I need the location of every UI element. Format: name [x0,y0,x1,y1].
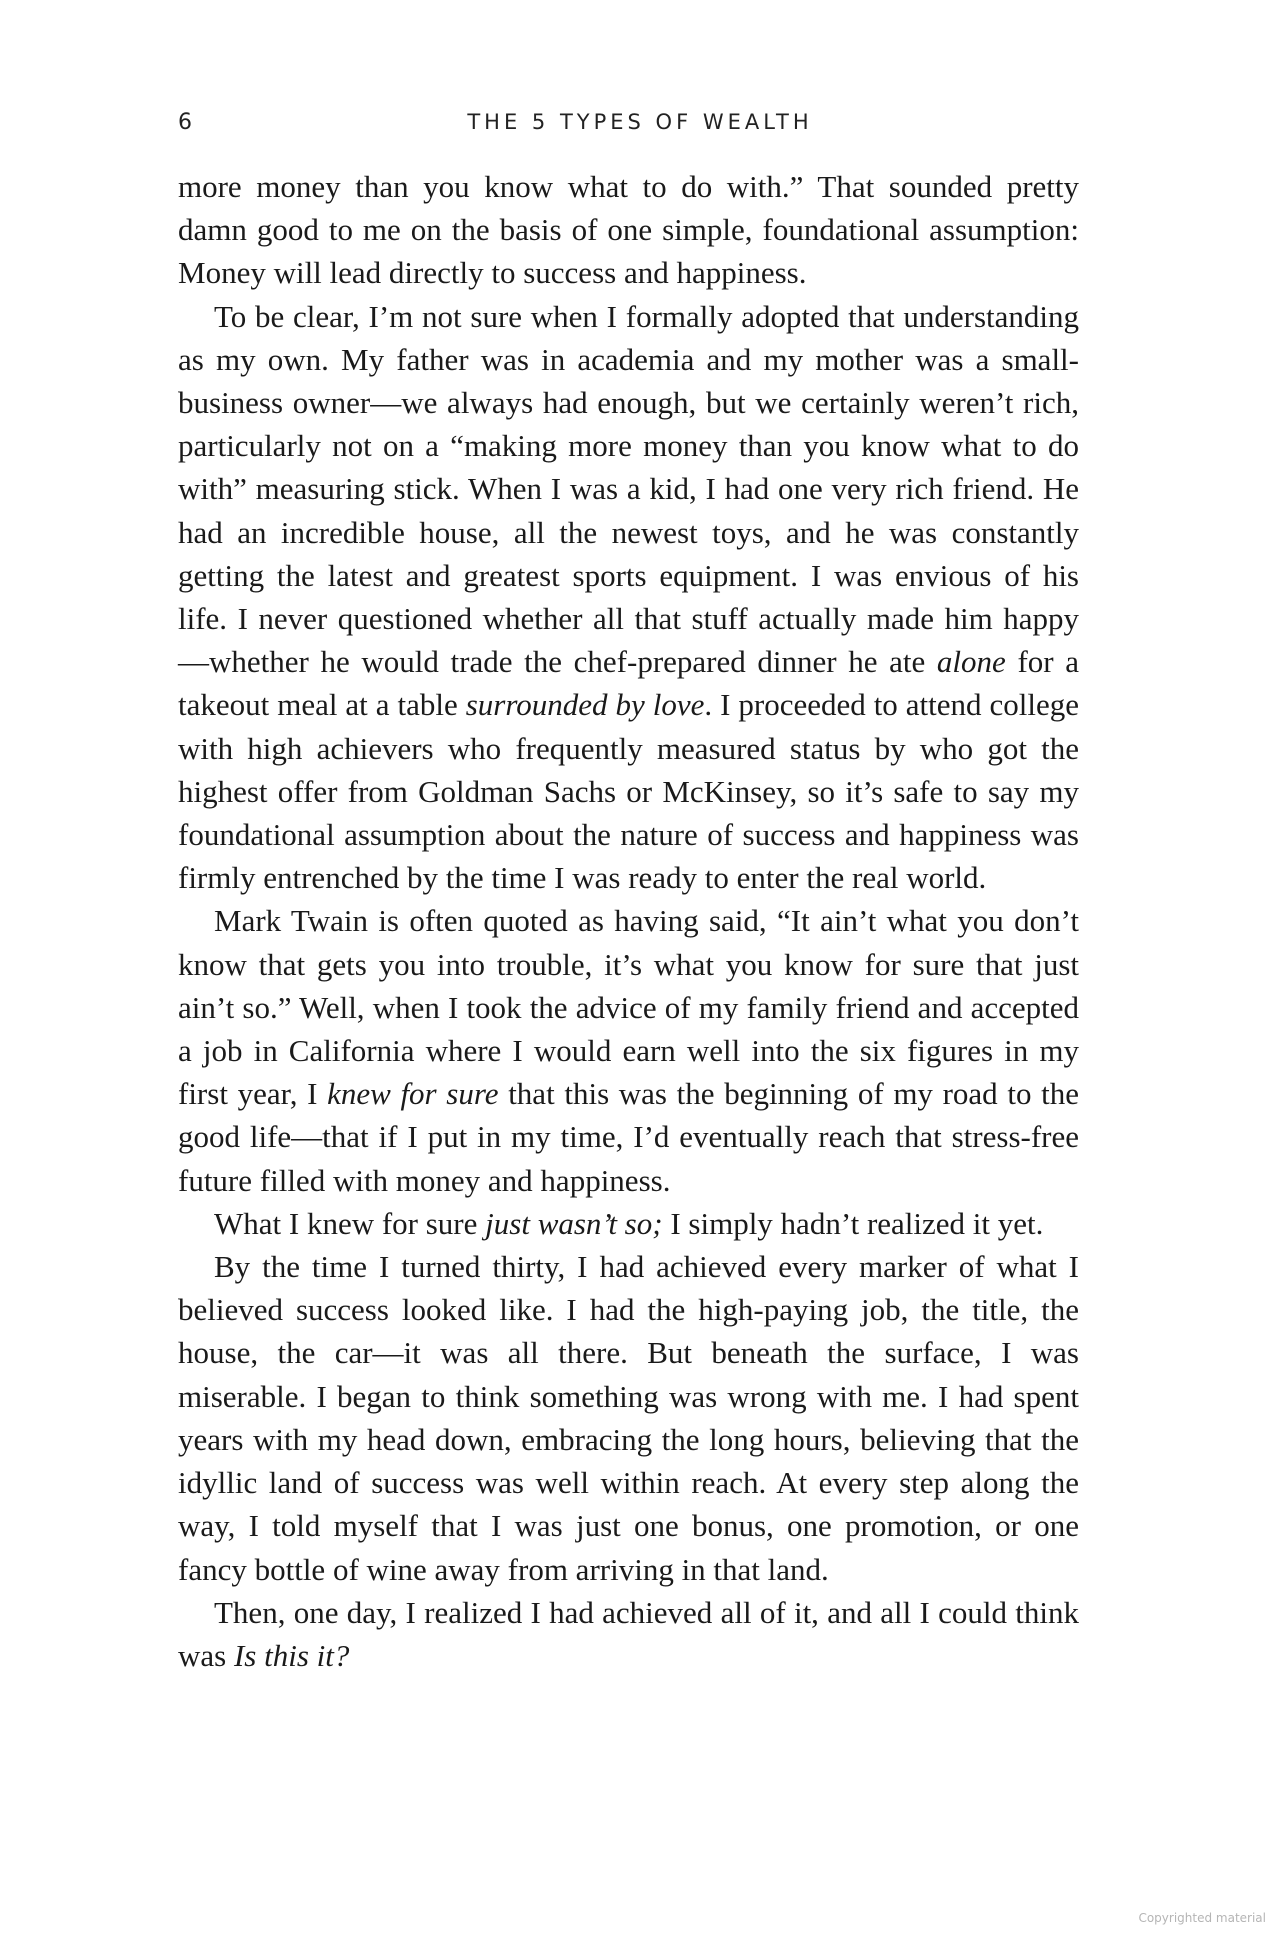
text-run: for a takeout meal at a table [178,644,1079,723]
italic-text: surrounded by love [465,687,705,723]
paragraph [178,1202,1079,1245]
paragraph [178,1245,1079,1591]
body-text [178,165,1079,1677]
text-run: Then, one day, I realized I had achieved all of it, and all I could think was [178,1594,1079,1673]
text-run: By the time I turned thirty, I had achieved every marker of what I believed success looked like. I had the high-paying job, the title, the house, the car—it was all there. But beneath the surface, I was miserable. I began to think something was wrong with me. I had spent years with my head down, embracing the long hours, believing that the idyllic land of success was well within reach. At every step along the way, I told myself that I was just one bonus, one promotion, or one fancy bottle of wine away from arriving in that land. [178,1249,1079,1587]
copyright-notice: Copyrighted material [1138,1911,1266,1925]
text-run: I simply hadn’t realized it yet. [662,1205,1044,1241]
text-run: more money than you know what to do with.” That sounded pretty damn good to me on the basis of one simple, foundational assumption: Money will lead directly to success and happiness. [178,169,1079,291]
paragraph [178,899,1079,1201]
italic-text: just wasn’t so; [485,1205,663,1241]
paragraph [178,1591,1079,1677]
italic-text: knew for sure [327,1076,499,1112]
text-run: . I proceeded to attend college with high achievers who frequently measured status by who got the highest offer from Goldman Sachs or McKinsey, so it’s safe to say my foundational assumption about the nature of success and happiness was firmly entrenched by the time I was ready to enter the real world. [178,687,1079,896]
italic-text: Is this it? [233,1637,350,1673]
paragraph [178,295,1079,900]
paragraph [178,165,1079,295]
text-run: What I knew for sure [214,1205,486,1241]
text-run: Mark Twain is often quoted as having said, “It ain’t what you don’t know that gets you into trouble, it’s what you know for sure that just ain’t so.” Well, when I took the advice of my family friend and accepted a job in California where I would earn well into the six figures in my first year, I [178,903,1079,1112]
running-head: THE 5 TYPES OF WEALTH [467,110,813,134]
text-run: that this was the beginning of my road to the good life—that if I put in my time, I’d eventually reach that stress-free future filled with money and happiness. [178,1076,1079,1198]
text-run: To be clear, I’m not sure when I formally adopted that understanding as my own. My father was in academia and my mother was a small-business owner—we always had enough, but we certainly weren’t rich, particularly not on a “making more money than you know what to do with” measuring stick. When I was a kid, I had one very rich friend. He had an incredible house, all the newest toys, and he was constantly getting the latest and greatest sports equipment. I was envious of his life. I never questioned whether all that stuff actually made him happy—whether he would trade the chef-prepared dinner he ate [178,298,1079,680]
italic-text: alone [936,644,1006,680]
page-number: 6 [178,110,193,135]
